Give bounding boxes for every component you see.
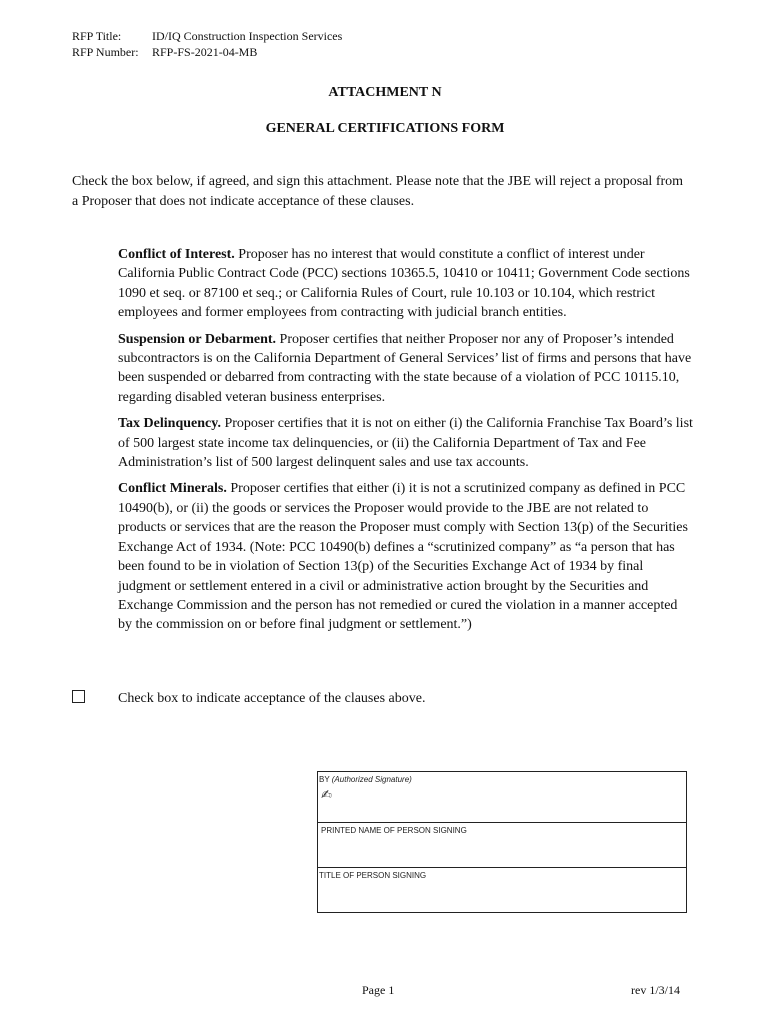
- signature-field[interactable]: [320, 798, 684, 820]
- printed-name-field[interactable]: [320, 843, 684, 865]
- clause-conflict-of-interest: [118, 245, 693, 323]
- clause-heading: Conflict Minerals.: [118, 481, 227, 497]
- title-field[interactable]: [320, 888, 684, 910]
- acceptance-row: [72, 689, 426, 709]
- printed-name-row: [318, 823, 686, 868]
- title-row: [318, 868, 686, 912]
- rfp-number-value: RFP-FS-2021-04-MB: [152, 45, 258, 59]
- rfp-title-label: RFP Title:: [72, 29, 122, 43]
- form-title: GENERAL CERTIFICATIONS FORM: [265, 121, 505, 136]
- clause-text: Proposer has no interest that would constitute a conflict of interest under California Public Contract Code (PCC) sections 10365.5, 10410 or 10411; Government Code sections 1090 et seq. or 87100 et seq.; or California Rules of Court, rule 10.103 or 10.104, which restrict employees and former employees from contracting with judicial branch entities.: [118, 247, 690, 321]
- rfp-number-line: [72, 44, 257, 60]
- clause-heading: Suspension or Debarment.: [118, 331, 277, 347]
- rfp-title-line: [72, 28, 342, 44]
- rfp-title-value: ID/IQ Construction Inspection Services: [152, 29, 343, 43]
- acceptance-checkbox[interactable]: [72, 690, 85, 703]
- clause-text: Proposer certifies that it is not on either (i) the California Franchise Tax Board’s list of 500 largest state income tax delinquencies, or (ii) the California Department of Tax and Fee Administration’s list of 500 largest delinquent sales and use tax accounts.: [118, 416, 693, 471]
- signature-pen-icon: ✍: [321, 788, 332, 803]
- clauses-list: [118, 245, 693, 642]
- attachment-title: ATTACHMENT N: [328, 85, 442, 100]
- signature-block: [317, 771, 687, 913]
- clause-text: Proposer certifies that either (i) it is not a scrutinized company as defined in PCC 10490(b), or (ii) the goods or services the Proposer would provide to the JBE are not related to products or services that are the reason the Proposer must comply with Section 13(p) of the Securities Exchange Act of 1934. (Note: PCC 10490(b) defines a “scrutinized company” as “a person that has been found to be in violation of Section 13(p) of the Securities Exchange Act of 1934 by final judgment or settlement entered in a civil or administrative action brought by the Securities and Exchange Commission and the person has not remedied or cured the violation in a manner accepted by the commission on or before final judgment or settlement.”): [118, 481, 688, 633]
- printed-name-label: PRINTED NAME OF PERSON SIGNING: [321, 826, 467, 835]
- clause-tax-delinquency: [118, 414, 693, 472]
- signature-caption: [319, 775, 412, 784]
- clause-heading: Conflict of Interest.: [118, 247, 235, 262]
- clause-text: Proposer certifies that neither Proposer nor any of Proposer’s intended subcontractors is on the California Department of General Services’ list of firms and persons that have been suspended or debarred from contracting with the state because of a violation of PCC 10115.10, regarding disabled veteran business enterprises.: [118, 331, 692, 405]
- clause-suspension-debarment: [118, 330, 693, 408]
- intro-paragraph: Check the box below, if agreed, and sign this attachment. Please note that the JBE will reject a proposal from a Proposer that does not indicate acceptance of these clauses.: [72, 174, 684, 209]
- title-label: TITLE OF PERSON SIGNING: [319, 871, 427, 880]
- by-note: (Authorized Signature): [331, 775, 412, 784]
- clause-heading: Tax Delinquency.: [118, 416, 221, 432]
- rfp-number-label: RFP Number:: [72, 45, 139, 59]
- revision-date: rev 1/3/14: [631, 983, 680, 997]
- page-number: Page 1: [362, 983, 395, 997]
- signature-row: [318, 772, 686, 823]
- acceptance-label: Check box to indicate acceptance of the clauses above.: [118, 691, 426, 706]
- by-label: BY: [319, 775, 330, 784]
- clause-conflict-minerals: [118, 479, 693, 634]
